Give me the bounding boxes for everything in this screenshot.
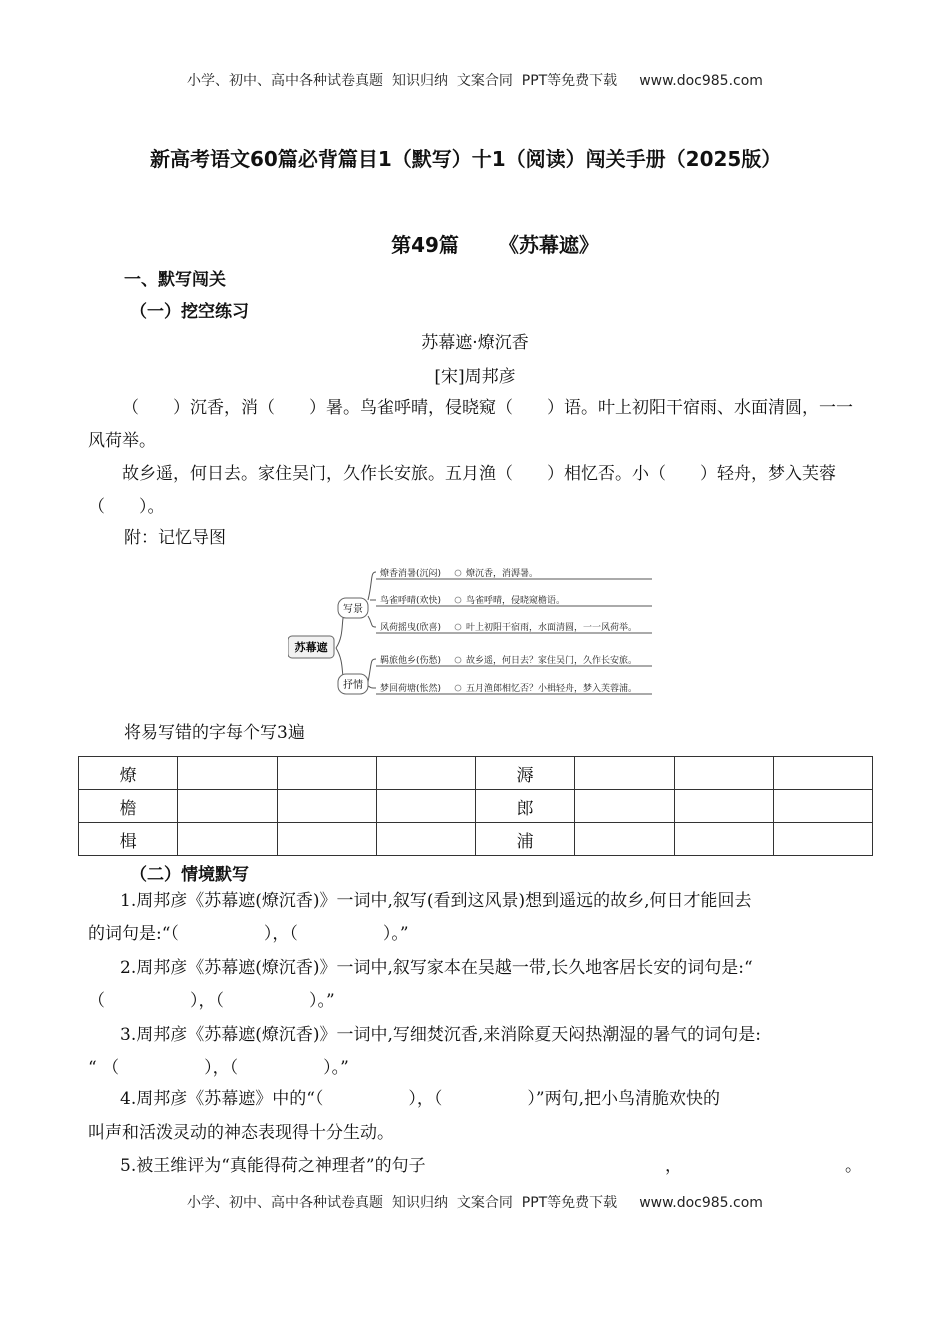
header-url[interactable]: www.doc985.com — [639, 73, 763, 89]
question-5: 5.被王维评为“真能得荷之神理者”的句子 — [120, 1156, 426, 1176]
map-leaf-left: 羁旅他乡(伤愁) — [380, 656, 442, 666]
map-branch-label: 写景 — [343, 604, 363, 615]
question-2-line-1: 2.周邦彦《苏幕遮(燎沉香)》一词中,叙写家本在吴越一带,长久地客居长安的词句是:“ — [120, 958, 753, 978]
map-root-label: 苏幕遮 — [294, 641, 328, 654]
map-dot — [455, 570, 461, 576]
map-link — [368, 659, 376, 682]
question-4-line-2: 叫声和活泼灵动的神态表现得十分生动。 — [88, 1123, 394, 1143]
header-text: 小学、初中、高中各种试卷真题 知识归纳 文案合同 PPT等免费下载 — [187, 73, 618, 89]
table-row — [79, 757, 873, 790]
practice-label: 将易写错的字每个写3遍 — [124, 723, 305, 743]
section-heading-1: 一、默写闯关 — [124, 270, 226, 290]
map-dot — [455, 597, 461, 603]
practice-cell[interactable] — [674, 757, 773, 790]
question-3-line-2: “ （ ），（ ）。” — [88, 1058, 349, 1078]
practice-char: 郎 — [476, 790, 575, 823]
practice-cell[interactable] — [575, 757, 674, 790]
map-dot — [455, 685, 461, 691]
document-title: 新高考语文60篇必背篇目1（默写）十1（阅读）闯关手册（2025版） — [150, 147, 782, 171]
table-row — [79, 790, 873, 823]
footer-url[interactable]: www.doc985.com — [639, 1195, 763, 1211]
map-leaf-right: 燎沉香，消溽暑。 — [466, 569, 539, 579]
mind-map — [288, 560, 658, 700]
poem-author: [宋]周邦彦 — [434, 367, 516, 387]
practice-cell[interactable] — [575, 790, 674, 823]
practice-cell[interactable] — [674, 823, 773, 856]
map-link — [368, 572, 376, 600]
practice-cell[interactable] — [178, 823, 277, 856]
map-leaf-right: 故乡遥，何日去？家住吴门，久作长安旅。 — [466, 656, 638, 666]
map-link — [368, 686, 376, 688]
map-leaf-left: 风荷摇曳(欣喜) — [380, 623, 442, 633]
question-5-comma: ， — [665, 1156, 682, 1176]
practice-cell[interactable] — [277, 790, 376, 823]
practice-char: 溽 — [476, 757, 575, 790]
subsection-heading-2: （二）情境默写 — [130, 865, 249, 885]
practice-cell[interactable] — [773, 757, 872, 790]
map-leaf-right: 鸟雀呼晴，侵晓窥檐语。 — [466, 596, 566, 606]
question-1-line-2: 的词句是:“（ ），（ ）。” — [88, 924, 409, 944]
chapter-name: 《苏幕遮》 — [498, 233, 599, 257]
practice-cell[interactable] — [773, 823, 872, 856]
question-2-line-2: （ ），（ ）。” — [88, 991, 335, 1011]
subsection-heading-1: （一）挖空练习 — [130, 302, 249, 322]
map-leaf-left: 梦回荷塘(怅然) — [380, 684, 442, 694]
chapter-number: 第49篇 — [391, 233, 459, 257]
question-5-end: 。 — [845, 1156, 862, 1176]
practice-cell[interactable] — [376, 790, 475, 823]
chapter-subtitle — [0, 229, 950, 258]
table-row — [79, 823, 873, 856]
map-leaf-left: 燎香消暑(沉闷) — [380, 569, 442, 579]
practice-char: 浦 — [476, 823, 575, 856]
practice-cell[interactable] — [575, 823, 674, 856]
map-leaf-left: 鸟雀呼晴(欢快) — [380, 596, 442, 606]
practice-cell[interactable] — [277, 757, 376, 790]
page-header — [0, 70, 950, 90]
practice-cell[interactable] — [376, 823, 475, 856]
practice-cell[interactable] — [277, 823, 376, 856]
practice-cell[interactable] — [674, 790, 773, 823]
map-dot — [455, 657, 461, 663]
footer-text: 小学、初中、高中各种试卷真题 知识归纳 文案合同 PPT等免费下载 — [187, 1195, 618, 1211]
question-1-line-1: 1.周邦彦《苏幕遮(燎沉香)》一词中,叙写(看到这风景)想到遥远的故乡,何日才能回去 — [120, 891, 752, 911]
poem-title: 苏幕遮·燎沉香 — [421, 333, 529, 353]
map-leaf-right: 叶上初阳干宿雨，水面清圆，一一风荷举。 — [466, 623, 638, 633]
practice-cell[interactable] — [773, 790, 872, 823]
poem-paragraph-2: 故乡遥，何日去。家住吴门，久作长安旅。五月渔（ ）相忆否。小（ ）轻舟，梦入芙蓉（ ）。 — [88, 464, 836, 517]
map-dot — [455, 624, 461, 630]
map-leaf-right: 五月渔郎相忆否？小楫轻舟，梦入芙蓉浦。 — [466, 684, 638, 694]
question-3-line-1: 3.周邦彦《苏幕遮(燎沉香)》一词中,写细焚沉香,来消除夏天闷热潮湿的暑气的词句是: — [120, 1025, 762, 1045]
poem-paragraph-1: （ ）沉香，消（ ）暑。鸟雀呼晴，侵晓窥（ ）语。叶上初阳干宿雨、水面清圆，一一风荷举。 — [88, 398, 853, 451]
map-branch-label: 抒情 — [343, 680, 363, 691]
practice-cell[interactable] — [178, 757, 277, 790]
practice-char: 楫 — [79, 823, 178, 856]
question-4-line-1: 4.周邦彦《苏幕遮》中的“（ ），（ ）”两句,把小鸟清脆欢快的 — [120, 1089, 721, 1109]
page-footer — [0, 1192, 950, 1212]
practice-char: 燎 — [79, 757, 178, 790]
practice-char: 檐 — [79, 790, 178, 823]
mind-map-diagram — [288, 560, 658, 700]
practice-table — [78, 756, 873, 856]
practice-cell[interactable] — [178, 790, 277, 823]
appendix-label: 附：记忆导图 — [124, 528, 226, 548]
practice-cell[interactable] — [376, 757, 475, 790]
map-link — [368, 616, 376, 627]
